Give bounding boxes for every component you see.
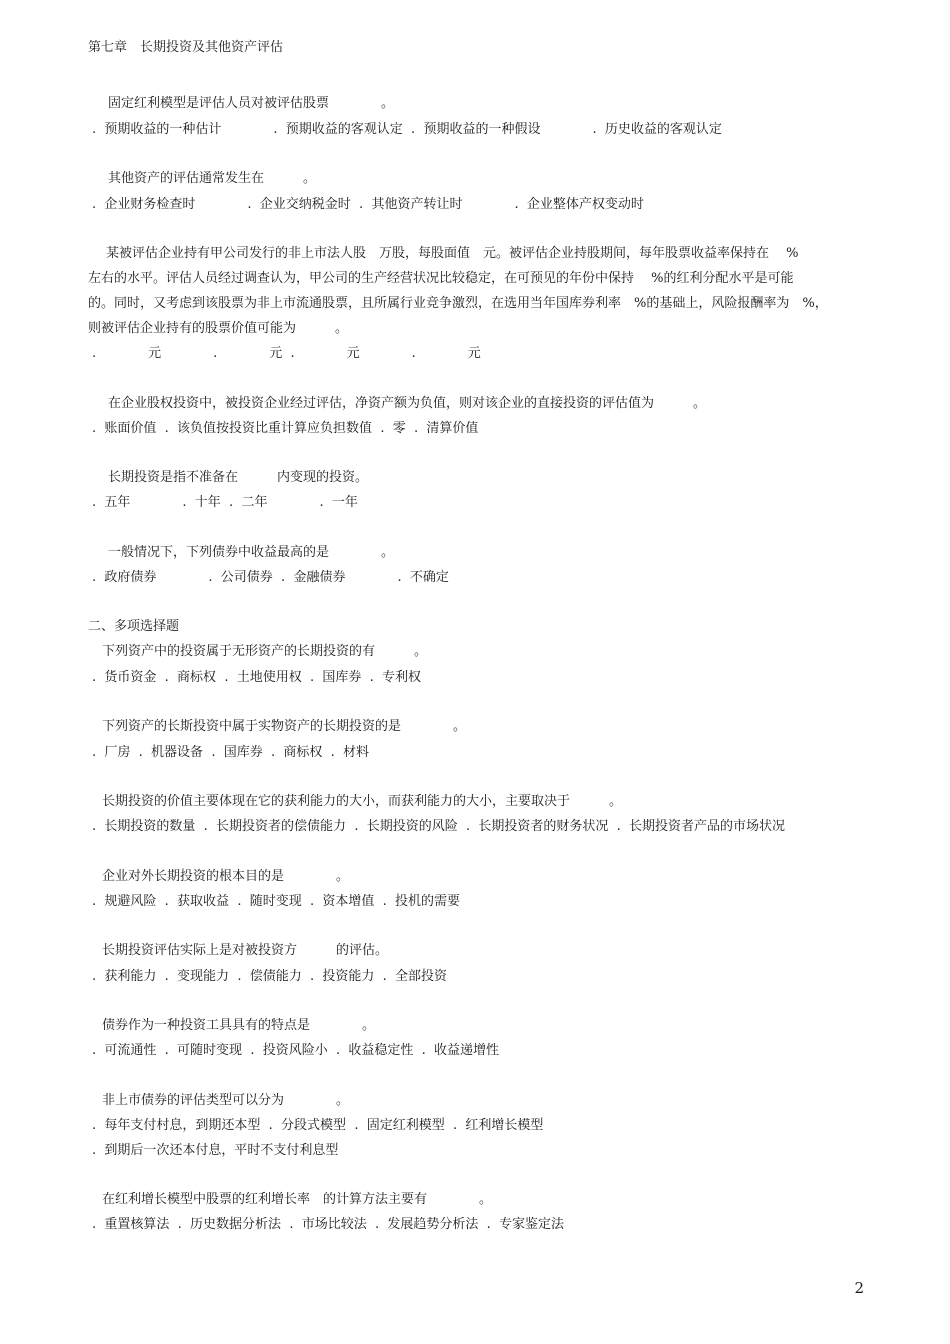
page-header: 第七章 长期投资及其他资产评估: [88, 40, 284, 55]
options-mc-6: . 可流通性 . 可随时变现 . 投资风险小 . 收益稳定性 . 收益递增性: [92, 1043, 500, 1058]
question-sc-2: 其他资产的评估通常发生在 。: [108, 171, 317, 186]
options-sc-1: . 预期收益的一种估计 . 预期收益的客观认定 . 预期收益的一种假设 . 历史收益的客观认定: [92, 122, 722, 137]
options-mc-2: . 厂房 . 机器设备 . 国库券 . 商标权 . 材料: [92, 745, 370, 760]
question-sc-3-line-3: 的。同时，又考虑到该股票为非上市流通股票，且所属行业竞争激烈，在选用当年国库券利率 %的基础上，风险报酬率为 %，: [88, 296, 828, 311]
options-mc-5: . 获利能力 . 变现能力 . 偿债能力 . 投资能力 . 全部投资: [92, 969, 448, 984]
options-mc-1: . 货币资金 . 商标权 . 土地使用权 . 国库券 . 专利权: [92, 670, 422, 685]
question-mc-7: 非上市债券的评估类型可以分为 。: [102, 1093, 350, 1108]
question-sc-5: 长期投资是指不准备在 内变现的投资。: [108, 470, 369, 485]
options-sc-4: . 账面价值 . 该负值按投资比重计算应负担数值 . 零 . 清算价值: [92, 421, 479, 436]
question-mc-1: 下列资产中的投资属于无形资产的长期投资的有 。: [102, 644, 428, 659]
options-sc-5: . 五年 . 十年 . 二年 . 一年: [92, 495, 358, 510]
options-sc-6: . 政府债券 . 公司债券 . 金融债券 . 不确定: [92, 570, 449, 585]
question-mc-8: 在红利增长模型中股票的红利增长率 的计算方法主要有 。: [102, 1192, 493, 1207]
question-mc-4: 企业对外长期投资的根本目的是 。: [102, 869, 350, 884]
question-sc-6: 一般情况下，下列债券中收益最高的是 。: [108, 545, 395, 560]
question-sc-4: 在企业股权投资中，被投资企业经过评估，净资产额为负值，则对该企业的直接投资的评估值为 。: [108, 396, 707, 411]
question-sc-3-line-1: 某被评估企业持有甲公司发行的非上市法人股 万股，每股面值 元。被评估企业持股期间，每年股票收益率保持在 %: [93, 246, 799, 261]
page-number: 2: [854, 1279, 864, 1297]
options-mc-3: . 长期投资的数量 . 长期投资者的偿债能力 . 长期投资的风险 . 长期投资者的财务状况 . 长期投资者产品的市场状况: [92, 819, 786, 834]
question-mc-2: 下列资产的长斯投资中属于实物资产的长期投资的是 。: [102, 719, 467, 734]
options-mc-7-line-2: . 到期后一次还本付息，平时不支付利息型: [92, 1143, 339, 1158]
options-mc-4: . 规避风险 . 获取收益 . 随时变现 . 资本增值 . 投机的需要: [92, 894, 461, 909]
options-mc-7: . 每年支付村息，到期还本型 . 分段式模型 . 固定红利模型 . 红利增长模型: [92, 1118, 544, 1133]
question-mc-6: 债券作为一种投资工具具有的特点是 。: [102, 1018, 376, 1033]
options-sc-2: . 企业财务检查时 . 企业交纳税金时 . 其他资产转让时 . 企业整体产权变动时: [92, 197, 644, 212]
section-title-multiple-choice: 二、多项选择题: [88, 619, 180, 634]
options-mc-8: . 重置核算法 . 历史数据分析法 . 市场比较法 . 发展趋势分析法 . 专家鉴定法: [92, 1217, 565, 1232]
question-mc-5: 长期投资评估实际上是对被投资方 的评估。: [102, 943, 389, 958]
question-mc-3: 长期投资的价值主要体现在它的获利能力的大小，而获利能力的大小，主要取决于 。: [102, 794, 623, 809]
question-sc-3-line-2: 左右的水平。评估人员经过调查认为，甲公司的生产经营状况比较稳定，在可预见的年份中保持 %的红利分配水平是可能: [88, 271, 794, 286]
question-sc-1: 固定红利模型是评估人员对被评估股票 。: [108, 96, 395, 111]
options-sc-3: . 元 . 元 . 元 . 元: [92, 346, 481, 361]
question-sc-3-line-4: 则被评估企业持有的股票价值可能为 。: [88, 321, 349, 336]
